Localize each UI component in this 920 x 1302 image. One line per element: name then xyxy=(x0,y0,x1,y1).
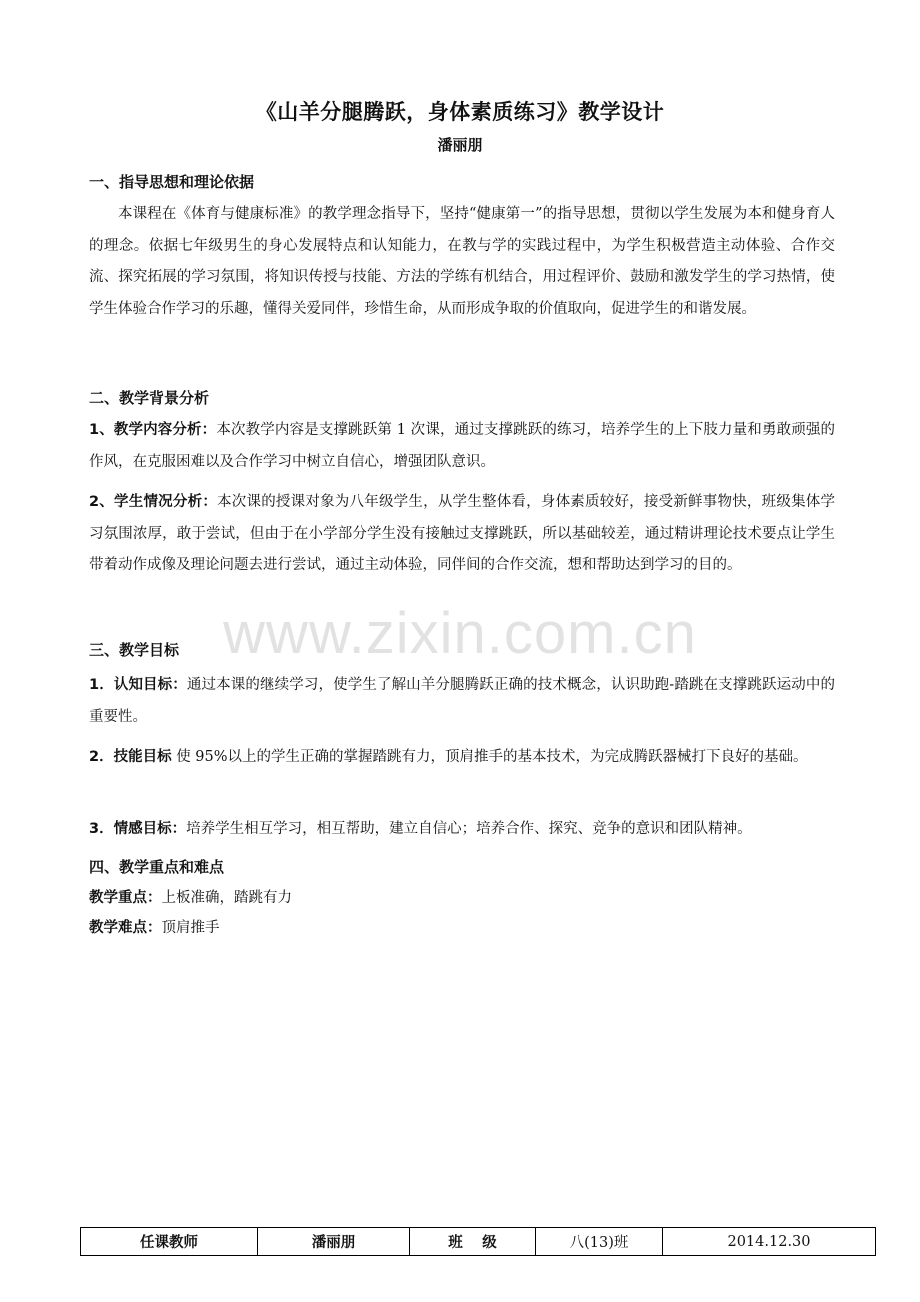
difficulty-text: 顶肩推手 xyxy=(161,920,220,936)
content-analysis-paragraph xyxy=(89,415,835,478)
watermark: www.zixin.com.cn xyxy=(223,601,697,666)
difficulty-line xyxy=(89,916,220,937)
cognitive-goal-text: 通过本课的继续学习，使学生了解山羊分腿腾跃正确的技术概念，认识助跑-踏跳在支撑跳跃运动中的重要性。 xyxy=(89,677,835,725)
skill-goal-text: 使 95%以上的学生正确的掌握踏跳有力，顶肩推手的基本技术，为完成腾跃器械打下良好的基础。 xyxy=(171,749,808,765)
skill-goal-label: 2．技能目标 xyxy=(89,749,172,765)
content-analysis-text: 本次教学内容是支撑跳跃第 1 次课，通过支撑跳跃的练习，培养学生的上下肢力量和勇敢顽强的作风，在克服困难以及合作学习中树立自信心，增强团队意识。 xyxy=(89,422,835,470)
student-analysis-paragraph xyxy=(89,487,835,582)
section-heading-4: 四、教学重点和难点 xyxy=(89,858,225,876)
difficulty-label: 教学难点： xyxy=(89,920,162,936)
class-value-cell: 八(13)班 xyxy=(536,1228,663,1256)
cognitive-goal-label: 1．认知目标： xyxy=(89,677,187,693)
content-analysis-label: 1、教学内容分析： xyxy=(89,422,217,438)
date-cell: 2014.12.30 xyxy=(663,1228,876,1256)
emotion-goal-label: 3．情感目标： xyxy=(89,821,187,837)
key-point-line xyxy=(89,886,292,907)
key-point-text: 上板准确，踏跳有力 xyxy=(161,890,292,906)
class-label-cell: 班 级 xyxy=(410,1228,536,1256)
teacher-value-cell: 潘丽朋 xyxy=(258,1228,410,1256)
key-point-label: 教学重点： xyxy=(89,890,162,906)
section-heading-3: 三、教学目标 xyxy=(89,641,180,659)
table-row xyxy=(81,1228,876,1256)
author-name: 潘丽朋 xyxy=(437,136,483,154)
document-title: 《山羊分腿腾跃，身体素质练习》教学设计 xyxy=(255,100,665,124)
class-info-table xyxy=(80,1227,876,1256)
skill-goal-paragraph xyxy=(89,742,835,774)
emotion-goal-paragraph xyxy=(89,814,835,846)
cognitive-goal-paragraph xyxy=(89,670,835,733)
section-1-paragraph: 本课程在《体育与健康标准》的教学理念指导下，坚持“健康第一”的指导思想，贯彻以学生发展为本和健身育人的理念。依据七年级男生的身心发展特点和认知能力，在教与学的实践过程中，为学生积极营造主动体验、合作交流、探究拓展的学习氛围，将知识传授与技能、方法的学练有机结合，用过程评价、鼓励和激发学生的学习热情，使学生体验合作学习的乐趣，懂得关爱同伴，珍惜生命，从而形成争取的价值取向，促进学生的和谐发展。 xyxy=(89,206,835,317)
student-analysis-text: 本次课的授课对象为八年级学生，从学生整体看，身体素质较好，接受新鲜事物快，班级集体学习氛围浓厚，敢于尝试，但由于在小学部分学生没有接触过支撑跳跃，所以基础较差，通过精讲理论技术要点让学生带着动作成像及理论问题去进行尝试，通过主动体验，同伴间的合作交流，想和帮助达到学习的目的。 xyxy=(89,494,836,573)
student-analysis-label: 2、学生情况分析： xyxy=(89,494,218,510)
section-heading-1: 一、指导思想和理论依据 xyxy=(89,173,255,191)
section-heading-2: 二、教学背景分析 xyxy=(89,389,210,407)
teacher-label-cell: 任课教师 xyxy=(81,1228,258,1256)
emotion-goal-text: 培养学生相互学习，相互帮助，建立自信心；培养合作、探究、竞争的意识和团队精神。 xyxy=(186,821,752,837)
